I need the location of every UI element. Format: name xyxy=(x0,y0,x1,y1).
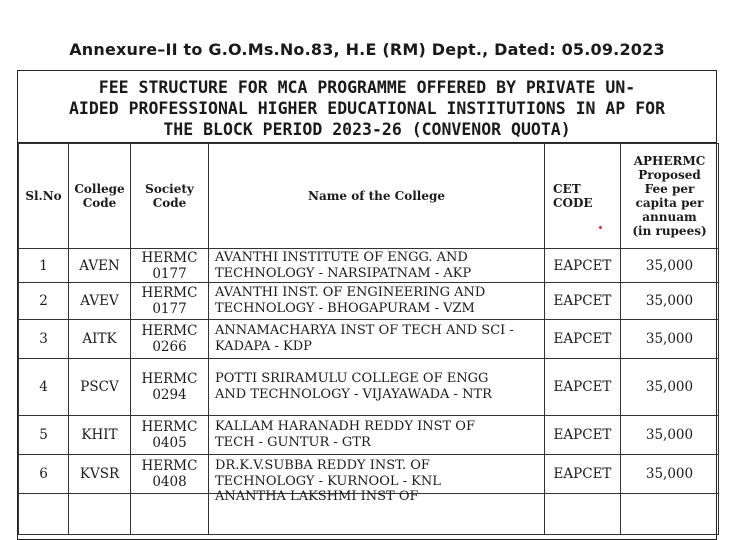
cell-college-name xyxy=(209,455,545,494)
cell-slno xyxy=(19,494,69,535)
cell-college-name xyxy=(209,283,545,320)
heading-line-1: FEE STRUCTURE FOR MCA PROGRAMME OFFERED BY PRIVATE UN- xyxy=(98,78,636,97)
cell-cet-code: EAPCET xyxy=(545,359,621,416)
name-line-1: POTTI SRIRAMULU COLLEGE OF ENGG xyxy=(215,371,489,386)
cell-college-code: KHIT xyxy=(69,416,131,455)
table-row xyxy=(19,359,719,416)
cell-slno: 5 xyxy=(19,416,69,455)
cell-fee: 35,000 xyxy=(621,283,719,320)
cell-college-code xyxy=(69,494,131,535)
fee-table xyxy=(18,143,719,535)
col-college-code-line-1: College xyxy=(74,182,125,196)
cell-fee: 35,000 xyxy=(621,455,719,494)
cell-college-code: KVSR xyxy=(69,455,131,494)
col-fee-line-4: capita per xyxy=(635,196,704,210)
cell-cet-code: EAPCET xyxy=(545,455,621,494)
cell-slno: 2 xyxy=(19,283,69,320)
cell-college-name xyxy=(209,249,545,283)
name-line-2: TECH - GUNTUR - GTR xyxy=(215,435,371,450)
col-fee-line-5: annuam xyxy=(642,210,697,224)
cell-society-code xyxy=(131,416,209,455)
name-line-2: TECHNOLOGY - BHOGAPURAM - VZM xyxy=(215,301,475,316)
col-fee-line-1: APHERMC xyxy=(633,154,706,168)
cell-fee: 35,000 xyxy=(621,416,719,455)
name-line-1: DR.K.V.SUBBA REDDY INST. OF xyxy=(215,458,430,473)
cell-college-code: PSCV xyxy=(69,359,131,416)
society-prefix: HERMC xyxy=(141,419,198,435)
society-number: 0177 xyxy=(152,265,187,282)
col-fee-line-3: Fee per xyxy=(644,182,695,196)
name-line-2: TECHNOLOGY - KURNOOL - KNL xyxy=(215,474,441,489)
cell-fee: 35,000 xyxy=(621,320,719,359)
col-society-code xyxy=(131,144,209,249)
society-prefix: HERMC xyxy=(141,323,198,339)
society-number: 0408 xyxy=(152,474,187,490)
cell-fee: 35,000 xyxy=(621,359,719,416)
society-prefix: HERMC xyxy=(141,458,198,474)
col-cet-code-line-1: CET xyxy=(553,182,581,196)
society-prefix: HERMC xyxy=(141,285,198,301)
table-row xyxy=(19,283,719,320)
cell-society-code xyxy=(131,494,209,535)
cell-college-code: AVEN xyxy=(69,249,131,283)
red-mark xyxy=(599,226,602,229)
col-college-code-line-2: Code xyxy=(82,196,117,210)
name-line-2: TECHNOLOGY - NARSIPATNAM - AKP xyxy=(215,265,472,281)
cell-college-name xyxy=(209,320,545,359)
society-prefix: HERMC xyxy=(141,371,198,387)
cell-slno: 6 xyxy=(19,455,69,494)
cell-cet-code: EAPCET xyxy=(545,416,621,455)
cell-college-name xyxy=(209,489,545,535)
cell-fee: 35,000 xyxy=(621,249,719,283)
name-line-1: KALLAM HARANADH REDDY INST OF xyxy=(215,419,475,434)
col-college-name: Name of the College xyxy=(209,144,545,249)
col-society-code-line-1: Society xyxy=(145,182,194,196)
col-slno: Sl.No xyxy=(19,144,69,249)
annexure-title: Annexure–II to G.O.Ms.No.83, H.E (RM) Dept., Dated: 05.09.2023 xyxy=(69,40,665,59)
cell-cet-code: EAPCET xyxy=(545,320,621,359)
society-number: 0177 xyxy=(152,301,187,317)
col-society-code-line-2: Code xyxy=(152,196,187,210)
society-number: 0294 xyxy=(152,387,187,403)
cell-fee xyxy=(621,494,719,535)
table-row xyxy=(19,455,719,494)
cell-slno: 1 xyxy=(19,249,69,283)
header-row xyxy=(19,144,719,249)
cell-society-code xyxy=(131,283,209,320)
name-line-1: AVANTHI INST. OF ENGINEERING AND xyxy=(215,285,486,300)
cell-society-code xyxy=(131,249,209,283)
table-row xyxy=(19,416,719,455)
name-line-2: AND TECHNOLOGY - VIJAYAWADA - NTR xyxy=(215,387,492,402)
cell-cet-code: EAPCET xyxy=(545,283,621,320)
cell-society-code xyxy=(131,455,209,494)
cell-college-name xyxy=(209,359,545,416)
cell-slno: 3 xyxy=(19,320,69,359)
name-line-1: AVANTHI INSTITUTE OF ENGG. AND xyxy=(215,249,468,265)
society-number: 0405 xyxy=(152,435,187,451)
cell-society-code xyxy=(131,320,209,359)
cell-society-code xyxy=(131,359,209,416)
col-college-code xyxy=(69,144,131,249)
name-line-1: ANANTHA LAKSHMI INST OF xyxy=(215,489,419,504)
col-fee-line-6: (in rupees) xyxy=(632,224,707,238)
cell-slno: 4 xyxy=(19,359,69,416)
heading-line-2: AIDED PROFESSIONAL HIGHER EDUCATIONAL INSTITUTIONS IN AP FOR xyxy=(68,99,666,118)
heading-line-3: THE BLOCK PERIOD 2023-26 (CONVENOR QUOTA) xyxy=(163,120,571,139)
col-cet-code xyxy=(545,144,621,249)
cell-college-code: AVEV xyxy=(69,283,131,320)
name-line-2: KADAPA - KDP xyxy=(215,339,312,354)
fee-structure-table-box xyxy=(17,70,717,540)
table-row xyxy=(19,249,719,283)
table-row xyxy=(19,320,719,359)
society-number: 0266 xyxy=(152,339,187,355)
table-heading xyxy=(18,71,716,143)
society-prefix: HERMC xyxy=(141,249,198,266)
col-cet-code-line-2: CODE xyxy=(553,196,593,210)
col-fee-line-2: Proposed xyxy=(638,168,701,182)
name-line-1: ANNAMACHARYA INST OF TECH AND SCI - xyxy=(215,323,514,338)
cell-college-name xyxy=(209,416,545,455)
cell-college-code: AITK xyxy=(69,320,131,359)
cell-cet-code xyxy=(545,494,621,535)
cell-cet-code: EAPCET xyxy=(545,249,621,283)
col-fee xyxy=(621,144,719,249)
table-row-partial xyxy=(19,494,719,535)
